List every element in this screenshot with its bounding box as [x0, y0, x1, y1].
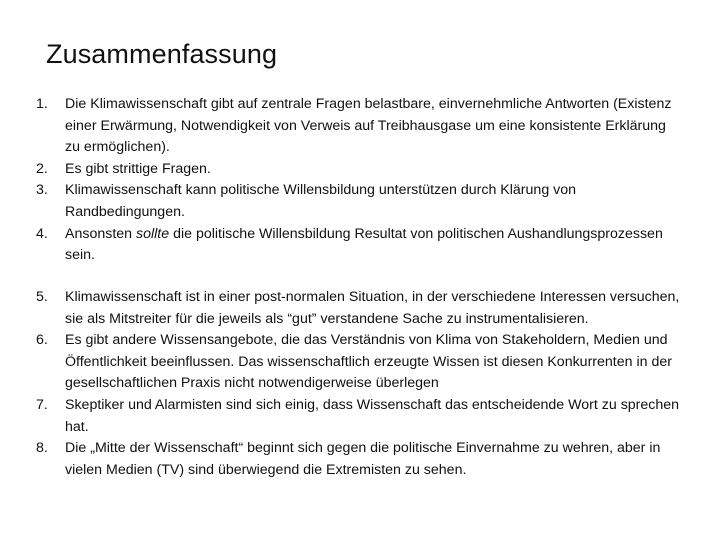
list-item [36, 224, 684, 267]
list-item [36, 159, 684, 181]
list-item-text-before: Ansonsten [65, 225, 136, 242]
list-item-text: Klimawissenschaft kann politische Willensbildung unterstützen durch Klärung von Randbedingungen. [65, 182, 577, 220]
list-item-number: 5. [36, 289, 48, 305]
list-item-number: 8. [36, 440, 48, 457]
list-item [36, 395, 684, 438]
list-item-text: Es gibt andere Wissensangebote, die das Verständnis von Klima von Stakeholdern, Medien und Öffentlichkeit beeinflussen. Das wissenschaftlich erzeugte Wissen ist diesen Konkurrenten in der gesellschaftlichen Praxis nicht notwendigerweise überlegen [65, 332, 672, 392]
list-item-text: Die „Mitte der Wissenschaft“ beginnt sich gegen die politische Einvernahme zu wehren, aber in vielen Medien (TV) sind überwiegend die Extremisten zu sehen. [65, 440, 661, 478]
list-item-text-italic: sollte [136, 225, 170, 242]
slide-title: Zusammenfassung [46, 39, 278, 69]
list-item-text: Es gibt strittige Fragen. [65, 160, 211, 177]
summary-list-part-1 [36, 94, 684, 267]
list-item [36, 330, 684, 395]
list-item-text: Die Klimawissenschaft gibt auf zentrale Fragen belastbare, einvernehmliche Antworten (Existenz einer Erwärmung, Notwendigkeit von Verweis auf Treibhausgase um eine konsistente Erklärung zu ermöglichen). [65, 96, 672, 156]
list-item-text-after: die politische Willensbildung Resultat von politischen Aushandlungsprozessen sein. [65, 225, 663, 264]
list-item-number: 6. [36, 332, 48, 349]
list-item [36, 180, 684, 223]
list-item-number: 2. [36, 160, 48, 177]
list-item [36, 94, 684, 159]
list-item-number: 1. [36, 96, 48, 112]
list-item-text: Skeptiker und Alarmisten sind sich einig, dass Wissenschaft das entscheidende Wort zu sprechen hat. [65, 396, 680, 435]
list-item-number: 7. [36, 396, 48, 413]
list-item-number: 3. [36, 182, 48, 199]
list-item [36, 287, 684, 330]
list-item-text: Klimawissenschaft ist in einer post-normalen Situation, in der verschiedene Interessen versuchen, sie als Mitstreiter für die jeweils als “gut” verstandene Sache zu instrumentalisieren. [65, 289, 680, 327]
list-item-text [65, 226, 663, 264]
list-item [36, 438, 684, 481]
summary-list-part-2 [36, 287, 684, 481]
list-item-number: 4. [36, 225, 48, 242]
